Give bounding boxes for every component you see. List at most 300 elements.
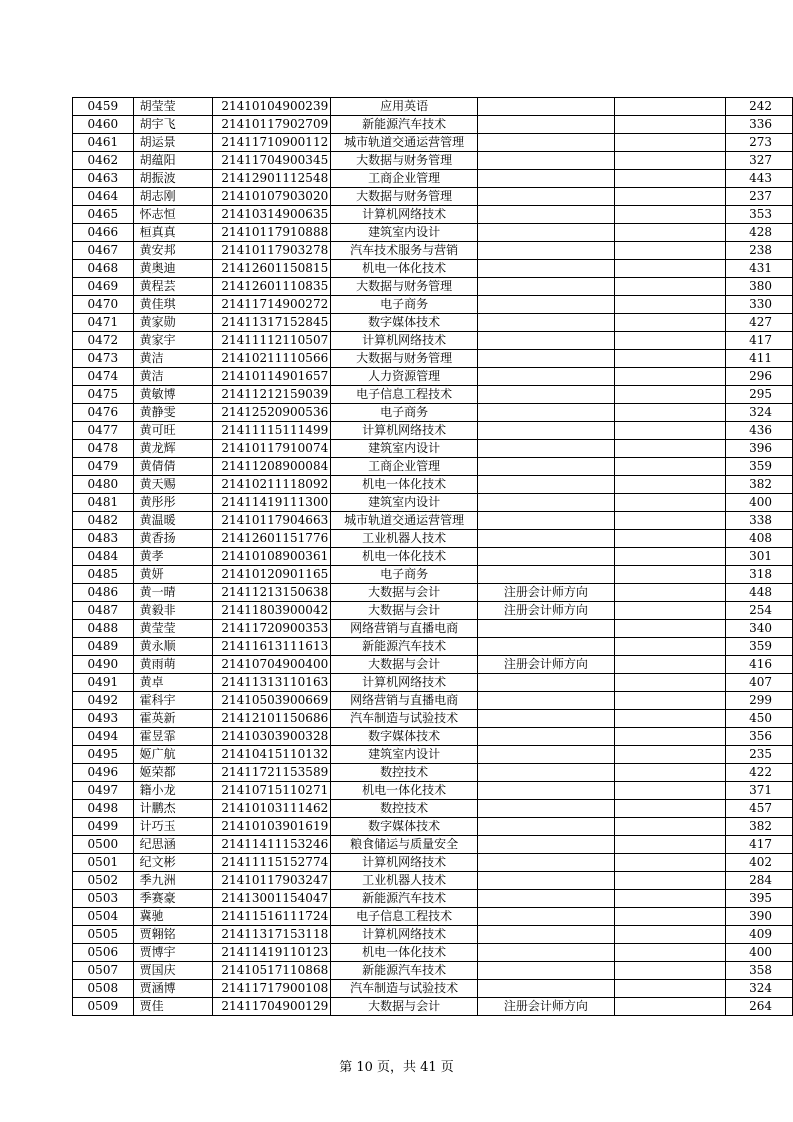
empty-cell [614,890,726,908]
ticket-cell: 21412901112548 [213,170,331,188]
ticket-cell: 21410108900361 [213,548,331,566]
major-cell: 工业机器人技术 [331,530,478,548]
name-cell: 黄雨萌 [133,656,213,674]
score-cell: 408 [726,530,793,548]
score-cell: 427 [726,314,793,332]
score-cell: 338 [726,512,793,530]
ticket-cell: 21410117904663 [213,512,331,530]
seq-cell: 0494 [73,728,134,746]
table-row [73,980,793,998]
note-cell [478,260,614,278]
empty-cell [614,296,726,314]
table-row [73,944,793,962]
major-cell: 电子商务 [331,566,478,584]
seq-cell: 0508 [73,980,134,998]
note-cell [478,404,614,422]
score-cell: 318 [726,566,793,584]
table-row [73,422,793,440]
seq-cell: 0489 [73,638,134,656]
name-cell: 霍英新 [133,710,213,728]
empty-cell [614,224,726,242]
ticket-cell: 21411112110507 [213,332,331,350]
score-cell: 417 [726,836,793,854]
seq-cell: 0465 [73,206,134,224]
name-cell: 黄孝 [133,548,213,566]
table-row [73,962,793,980]
ticket-cell: 21410117910074 [213,440,331,458]
seq-cell: 0471 [73,314,134,332]
note-cell [478,566,614,584]
score-cell: 436 [726,422,793,440]
name-cell: 胡宇飞 [133,116,213,134]
name-cell: 黄永顺 [133,638,213,656]
note-cell [478,746,614,764]
seq-cell: 0470 [73,296,134,314]
ticket-cell: 21411419110123 [213,944,331,962]
score-cell: 448 [726,584,793,602]
seq-cell: 0485 [73,566,134,584]
empty-cell [614,386,726,404]
name-cell: 纪思涵 [133,836,213,854]
major-cell: 大数据与财务管理 [331,350,478,368]
score-cell: 390 [726,908,793,926]
empty-cell [614,782,726,800]
name-cell: 黄妍 [133,566,213,584]
table-row [73,728,793,746]
empty-cell [614,242,726,260]
table-row [73,566,793,584]
ticket-cell: 21410117902709 [213,116,331,134]
score-cell: 330 [726,296,793,314]
name-cell: 黄温暖 [133,512,213,530]
empty-cell [614,512,726,530]
empty-cell [614,872,726,890]
seq-cell: 0477 [73,422,134,440]
major-cell: 建筑室内设计 [331,440,478,458]
empty-cell [614,602,726,620]
empty-cell [614,530,726,548]
note-cell [478,692,614,710]
note-cell [478,836,614,854]
name-cell: 黄彤彤 [133,494,213,512]
seq-cell: 0475 [73,386,134,404]
major-cell: 大数据与会计 [331,602,478,620]
seq-cell: 0479 [73,458,134,476]
note-cell [478,674,614,692]
empty-cell [614,980,726,998]
seq-cell: 0469 [73,278,134,296]
note-cell [478,944,614,962]
name-cell: 黄安邦 [133,242,213,260]
name-cell: 黄可旺 [133,422,213,440]
table-row [73,656,793,674]
seq-cell: 0498 [73,800,134,818]
table-row [73,530,793,548]
table-row [73,494,793,512]
ticket-cell: 21411720900353 [213,620,331,638]
table-row [73,908,793,926]
table-row [73,602,793,620]
note-cell [478,440,614,458]
name-cell: 贾涵博 [133,980,213,998]
table-row [73,512,793,530]
score-cell: 238 [726,242,793,260]
major-cell: 数字媒体技术 [331,818,478,836]
empty-cell [614,764,726,782]
ticket-cell: 21410704900400 [213,656,331,674]
note-cell [478,476,614,494]
table-row [73,746,793,764]
ticket-cell: 21411516111724 [213,908,331,926]
name-cell: 胡运景 [133,134,213,152]
score-cell: 358 [726,962,793,980]
name-cell: 贾国庆 [133,962,213,980]
seq-cell: 0504 [73,908,134,926]
name-cell: 胡莹莹 [133,98,213,116]
empty-cell [614,584,726,602]
ticket-cell: 21411717900108 [213,980,331,998]
table-row [73,332,793,350]
score-cell: 417 [726,332,793,350]
major-cell: 大数据与会计 [331,656,478,674]
seq-cell: 0493 [73,710,134,728]
score-cell: 359 [726,458,793,476]
note-cell: 注册会计师方向 [478,584,614,602]
table-row [73,278,793,296]
name-cell: 胡志刚 [133,188,213,206]
ticket-cell: 21411313110163 [213,674,331,692]
major-cell: 大数据与会计 [331,584,478,602]
score-cell: 402 [726,854,793,872]
name-cell: 黄程芸 [133,278,213,296]
table-row [73,890,793,908]
seq-cell: 0491 [73,674,134,692]
note-cell: 注册会计师方向 [478,998,614,1016]
table-row [73,368,793,386]
ticket-cell: 21411419111300 [213,494,331,512]
score-cell: 324 [726,404,793,422]
score-cell: 450 [726,710,793,728]
empty-cell [614,998,726,1016]
empty-cell [614,368,726,386]
major-cell: 计算机网络技术 [331,854,478,872]
seq-cell: 0496 [73,764,134,782]
note-cell [478,800,614,818]
note-cell [478,278,614,296]
score-cell: 327 [726,152,793,170]
major-cell: 计算机网络技术 [331,332,478,350]
empty-cell [614,134,726,152]
note-cell [478,170,614,188]
ticket-cell: 21411115152774 [213,854,331,872]
ticket-cell: 21410114901657 [213,368,331,386]
major-cell: 汽车技术服务与营销 [331,242,478,260]
empty-cell [614,926,726,944]
major-cell: 城市轨道交通运营管理 [331,134,478,152]
score-cell: 457 [726,800,793,818]
seq-cell: 0505 [73,926,134,944]
table-row [73,206,793,224]
major-cell: 机电一体化技术 [331,476,478,494]
ticket-cell: 21411212159039 [213,386,331,404]
note-cell [478,116,614,134]
name-cell: 黄敏博 [133,386,213,404]
table-row [73,638,793,656]
name-cell: 霍科宇 [133,692,213,710]
note-cell [478,620,614,638]
table-row [73,854,793,872]
empty-cell [614,620,726,638]
major-cell: 大数据与财务管理 [331,278,478,296]
ticket-cell: 21410211110566 [213,350,331,368]
table-row [73,260,793,278]
table-row [73,620,793,638]
seq-cell: 0467 [73,242,134,260]
score-cell: 264 [726,998,793,1016]
table-row [73,404,793,422]
note-cell [478,872,614,890]
ticket-cell: 21410120901165 [213,566,331,584]
table-row [73,152,793,170]
table-row [73,224,793,242]
name-cell: 黄天赐 [133,476,213,494]
ticket-cell: 21411317152845 [213,314,331,332]
score-cell: 428 [726,224,793,242]
major-cell: 新能源汽车技术 [331,116,478,134]
ticket-cell: 21413001154047 [213,890,331,908]
table-row [73,584,793,602]
score-cell: 380 [726,278,793,296]
score-cell: 400 [726,944,793,962]
note-cell [478,782,614,800]
results-table [72,97,793,1016]
table-row [73,170,793,188]
empty-cell [614,152,726,170]
empty-cell [614,710,726,728]
score-cell: 340 [726,620,793,638]
note-cell [478,764,614,782]
empty-cell [614,458,726,476]
major-cell: 工商企业管理 [331,170,478,188]
ticket-cell: 21411115111499 [213,422,331,440]
note-cell [478,458,614,476]
name-cell: 胡振波 [133,170,213,188]
seq-cell: 0497 [73,782,134,800]
name-cell: 桓真真 [133,224,213,242]
seq-cell: 0468 [73,260,134,278]
name-cell: 黄一晴 [133,584,213,602]
score-cell: 301 [726,548,793,566]
name-cell: 季九洲 [133,872,213,890]
empty-cell [614,692,726,710]
ticket-cell: 21411317153118 [213,926,331,944]
name-cell: 贾佳 [133,998,213,1016]
major-cell: 新能源汽车技术 [331,962,478,980]
score-cell: 296 [726,368,793,386]
ticket-cell: 21412101150686 [213,710,331,728]
seq-cell: 0474 [73,368,134,386]
empty-cell [614,206,726,224]
note-cell [478,638,614,656]
empty-cell [614,962,726,980]
name-cell: 黄静雯 [133,404,213,422]
name-cell: 黄佳琪 [133,296,213,314]
ticket-cell: 21410117910888 [213,224,331,242]
note-cell [478,224,614,242]
table-row [73,134,793,152]
name-cell: 贾翱铭 [133,926,213,944]
table-row [73,242,793,260]
ticket-cell: 21410314900635 [213,206,331,224]
score-cell: 400 [726,494,793,512]
note-cell [478,296,614,314]
table-row [73,548,793,566]
major-cell: 机电一体化技术 [331,782,478,800]
note-cell [478,530,614,548]
name-cell: 季赛豪 [133,890,213,908]
seq-cell: 0459 [73,98,134,116]
note-cell [478,512,614,530]
note-cell [478,710,614,728]
score-cell: 411 [726,350,793,368]
name-cell: 黄龙辉 [133,440,213,458]
name-cell: 黄洁 [133,350,213,368]
note-cell [478,422,614,440]
table-row [73,818,793,836]
table-row [73,764,793,782]
major-cell: 新能源汽车技术 [331,638,478,656]
ticket-cell: 21410517110868 [213,962,331,980]
note-cell [478,818,614,836]
note-cell [478,926,614,944]
score-cell: 299 [726,692,793,710]
seq-cell: 0495 [73,746,134,764]
table-row [73,692,793,710]
major-cell: 电子信息工程技术 [331,386,478,404]
major-cell: 建筑室内设计 [331,224,478,242]
note-cell: 注册会计师方向 [478,602,614,620]
empty-cell [614,440,726,458]
seq-cell: 0473 [73,350,134,368]
table-row [73,674,793,692]
score-cell: 284 [726,872,793,890]
empty-cell [614,332,726,350]
empty-cell [614,314,726,332]
score-cell: 371 [726,782,793,800]
ticket-cell: 21411710900112 [213,134,331,152]
score-cell: 443 [726,170,793,188]
empty-cell [614,116,726,134]
major-cell: 建筑室内设计 [331,746,478,764]
major-cell: 计算机网络技术 [331,206,478,224]
ticket-cell: 21410503900669 [213,692,331,710]
score-cell: 382 [726,818,793,836]
empty-cell [614,404,726,422]
empty-cell [614,728,726,746]
major-cell: 汽车制造与试验技术 [331,980,478,998]
seq-cell: 0503 [73,890,134,908]
table-row [73,782,793,800]
name-cell: 黄家勋 [133,314,213,332]
table-row [73,872,793,890]
ticket-cell: 21411704900345 [213,152,331,170]
name-cell: 怀志恒 [133,206,213,224]
ticket-cell: 21410107903020 [213,188,331,206]
major-cell: 电子商务 [331,296,478,314]
seq-cell: 0499 [73,818,134,836]
score-cell: 235 [726,746,793,764]
score-cell: 396 [726,440,793,458]
seq-cell: 0502 [73,872,134,890]
ticket-cell: 21410117903247 [213,872,331,890]
seq-cell: 0509 [73,998,134,1016]
ticket-cell: 21411208900084 [213,458,331,476]
note-cell [478,188,614,206]
major-cell: 工商企业管理 [331,458,478,476]
major-cell: 大数据与财务管理 [331,152,478,170]
score-cell: 242 [726,98,793,116]
empty-cell [614,494,726,512]
note-cell [478,314,614,332]
empty-cell [614,854,726,872]
major-cell: 粮食储运与质量安全 [331,836,478,854]
seq-cell: 0463 [73,170,134,188]
name-cell: 计巧玉 [133,818,213,836]
major-cell: 电子商务 [331,404,478,422]
note-cell [478,728,614,746]
table-row [73,188,793,206]
score-cell: 254 [726,602,793,620]
seq-cell: 0466 [73,224,134,242]
table-row [73,440,793,458]
ticket-cell: 21411721153589 [213,764,331,782]
empty-cell [614,818,726,836]
ticket-cell: 21410103111462 [213,800,331,818]
results-table-body [73,98,793,1016]
note-cell [478,854,614,872]
note-cell [478,242,614,260]
score-cell: 237 [726,188,793,206]
note-cell [478,386,614,404]
ticket-cell: 21412601151776 [213,530,331,548]
note-cell [478,368,614,386]
empty-cell [614,422,726,440]
name-cell: 胡蕴阳 [133,152,213,170]
ticket-cell: 21410211118092 [213,476,331,494]
name-cell: 黄洁 [133,368,213,386]
major-cell: 计算机网络技术 [331,926,478,944]
seq-cell: 0462 [73,152,134,170]
seq-cell: 0501 [73,854,134,872]
table-row [73,998,793,1016]
major-cell: 新能源汽车技术 [331,890,478,908]
major-cell: 数控技术 [331,800,478,818]
table-row [73,836,793,854]
major-cell: 应用英语 [331,98,478,116]
ticket-cell: 21412520900536 [213,404,331,422]
seq-cell: 0460 [73,116,134,134]
name-cell: 黄卓 [133,674,213,692]
empty-cell [614,188,726,206]
major-cell: 计算机网络技术 [331,422,478,440]
major-cell: 工业机器人技术 [331,872,478,890]
empty-cell [614,170,726,188]
major-cell: 数字媒体技术 [331,314,478,332]
score-cell: 431 [726,260,793,278]
score-cell: 273 [726,134,793,152]
table-row [73,350,793,368]
seq-cell: 0476 [73,404,134,422]
